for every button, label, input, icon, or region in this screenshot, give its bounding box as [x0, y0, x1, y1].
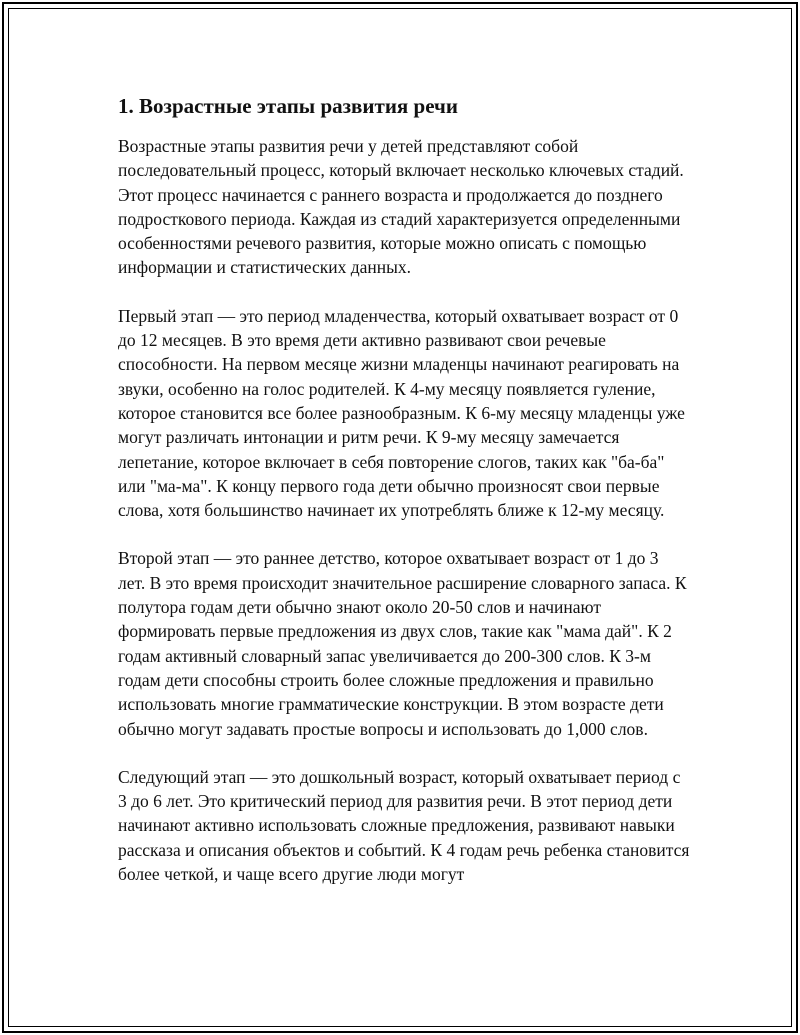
- document-body: [118, 92, 690, 910]
- paragraph-infancy: Первый этап — это период младенчества, который охватывает возраст от 0 до 12 месяцев. В это время дети активно развивают свои речевые способности. На первом месяце жизни младенцы начинают реагировать на звуки, особенно на голос родителей. К 4-му месяцу появляется гуление, которое становится все более разнообразным. К 6-му месяцу младенцы уже могут различать интонации и ритм речи. К 9-му месяцу замечается лепетание, которое включает в себя повторение слогов, таких как "ба-ба" или "ма-ма". К концу первого года дети обычно произносят свои первые слова, хотя большинство начинает их употреблять ближе к 12-му месяцу.: [118, 305, 685, 521]
- paragraph-intro: Возрастные этапы развития речи у детей представляют собой последовательный процесс, который включает несколько ключевых стадий. Этот процесс начинается с раннего возраста и продолжается до позднего подросткового периода. Каждая из стадий характеризуется определенными особенностями речевого развития, которые можно описать с помощью информации и статистических данных.: [118, 136, 684, 278]
- paragraph-preschool: Следующий этап — это дошкольный возраст, который охватывает период с 3 до 6 лет. Это критический период для развития речи. В этот период дети начинают активно использовать сложные предложения, развивают навыки рассказа и описания объектов и событий. К 4 годам речь ребенка становится более четкой, и чаще всего другие люди могут: [118, 766, 690, 885]
- section-heading: 1. Возрастные этапы развития речи: [118, 94, 458, 118]
- paragraph-early-childhood: Второй этап — это раннее детство, которое охватывает возраст от 1 до 3 лет. В это время происходит значительное расширение словарного запаса. К полутора годам дети обычно знают около 20-50 слов и начинают формировать первые предложения из двух слов, такие как "мама дай". К 2 годам активный словарный запас увеличивается до 200-300 слов. К 3-м годам дети способны строить более сложные предложения и правильно использовать многие грамматические конструкции. В этом возрасте дети обычно могут задавать простые вопросы и использовать до 1,000 слов.: [118, 548, 687, 739]
